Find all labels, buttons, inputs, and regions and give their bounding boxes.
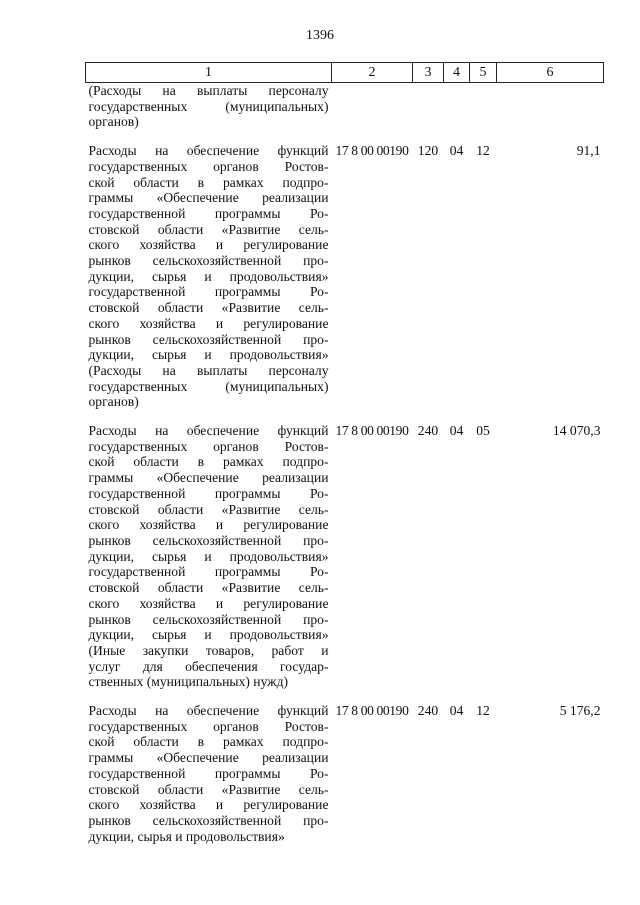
description-line: государственной программы Ро- xyxy=(88,485,329,501)
target-article-code: 17 8 00 00190 xyxy=(335,143,409,159)
description-line: Расходы на обеспечение функций xyxy=(88,703,329,719)
expense-type-code: 120 xyxy=(417,143,439,159)
expense-description xyxy=(86,83,332,133)
column-header-1: 1 xyxy=(86,63,332,83)
description-line: государственной программы Ро- xyxy=(88,284,329,300)
column-header-6: 6 xyxy=(497,63,604,83)
description-line: (Расходы на выплаты персоналу xyxy=(88,83,329,98)
description-line: граммы «Обеспечение реализации xyxy=(88,190,329,206)
description-line: государственных органов Ростов- xyxy=(88,718,329,734)
description-line: дукции, сырья и продовольствия» xyxy=(88,548,329,564)
column-header-2: 2 xyxy=(332,63,413,83)
expense-description xyxy=(86,132,332,412)
description-line: ского хозяйства и регулирование xyxy=(88,517,329,533)
expense-description xyxy=(86,412,332,692)
expense-type-code: 240 xyxy=(417,423,439,439)
target-article-code: 17 8 00 00190 xyxy=(335,703,409,719)
description-line: услуг для обеспечения государ- xyxy=(88,658,329,674)
section-code xyxy=(444,83,470,133)
description-line: ского хозяйства и регулирование xyxy=(88,237,329,253)
description-line: стовской области «Развитие сель- xyxy=(88,580,329,596)
description-line: государственной программы Ро- xyxy=(88,564,329,580)
target-article-code xyxy=(332,83,413,133)
description-line: дукции, сырья и продовольствия» xyxy=(88,627,329,643)
description-line: ской области в рамках подпро- xyxy=(88,174,329,190)
column-header-5: 5 xyxy=(470,63,497,83)
description-line: ского хозяйства и регулирование xyxy=(88,797,329,813)
description-line: рынков сельскохозяйственной про- xyxy=(88,812,329,828)
description-line: органов) xyxy=(88,394,139,410)
description-line: Расходы на обеспечение функций xyxy=(88,423,329,439)
table-header-row xyxy=(86,63,604,83)
description-line: стовской области «Развитие сель- xyxy=(88,300,329,316)
description-line: граммы «Обеспечение реализации xyxy=(88,750,329,766)
description-line: ского хозяйства и регулирование xyxy=(88,595,329,611)
description-line: Расходы на обеспечение функций xyxy=(88,143,329,159)
description-line: (Иные закупки товаров, работ и xyxy=(88,642,329,658)
description-line: стовской области «Развитие сель- xyxy=(88,501,329,517)
description-line: дукции, сырья и продовольствия» xyxy=(88,828,285,844)
description-line: дукции, сырья и продовольствия» xyxy=(88,347,329,363)
description-line: рынков сельскохозяйственной про- xyxy=(88,331,329,347)
description-line: рынков сельскохозяйственной про- xyxy=(88,532,329,548)
description-line: дукции, сырья и продовольствия» xyxy=(88,268,329,284)
expense-type-code: 240 xyxy=(417,703,439,719)
description-line: стовской области «Развитие сель- xyxy=(88,781,329,797)
subsection-code: 05 xyxy=(476,423,490,439)
expense-description xyxy=(86,692,332,846)
section-code: 04 xyxy=(449,703,464,719)
subsection-code xyxy=(470,83,497,133)
expense-type-code xyxy=(413,83,444,133)
description-line: государственной программы Ро- xyxy=(88,205,329,221)
table-row xyxy=(86,412,604,692)
description-line: ственных (муниципальных) нужд) xyxy=(88,674,289,690)
table-row xyxy=(86,132,604,412)
column-header-3: 3 xyxy=(413,63,444,83)
description-line: (Расходы на выплаты персоналу xyxy=(88,362,329,378)
description-line: государственной программы Ро- xyxy=(88,765,329,781)
section-code: 04 xyxy=(449,423,464,439)
target-article-code: 17 8 00 00190 xyxy=(335,423,409,439)
description-line: государственных (муниципальных) xyxy=(88,378,329,394)
description-line: органов) xyxy=(88,114,139,130)
table-body xyxy=(86,83,604,847)
table-row xyxy=(86,692,604,846)
table-row xyxy=(86,83,604,133)
amount-value: 91,1 xyxy=(576,143,601,159)
column-header-4: 4 xyxy=(444,63,470,83)
budget-table xyxy=(85,62,604,846)
amount-value: 14 070,3 xyxy=(552,423,601,439)
description-line: ской области в рамках подпро- xyxy=(88,734,329,750)
description-line: рынков сельскохозяйственной про- xyxy=(88,611,329,627)
description-line: государственных (муниципальных) xyxy=(88,98,329,114)
subsection-code: 12 xyxy=(476,703,490,719)
section-code: 04 xyxy=(449,143,464,159)
subsection-code: 12 xyxy=(476,143,490,159)
description-line: рынков сельскохозяйственной про- xyxy=(88,253,329,269)
amount-value: 5 176,2 xyxy=(559,703,601,719)
description-line: ского хозяйства и регулирование xyxy=(88,315,329,331)
description-line: ской области в рамках подпро- xyxy=(88,454,329,470)
description-line: государственных органов Ростов- xyxy=(88,158,329,174)
page-number: 1396 xyxy=(306,28,334,43)
description-line: государственных органов Ростов- xyxy=(88,438,329,454)
description-line: стовской области «Развитие сель- xyxy=(88,221,329,237)
description-line: граммы «Обеспечение реализации xyxy=(88,470,329,486)
amount-value xyxy=(497,83,604,133)
